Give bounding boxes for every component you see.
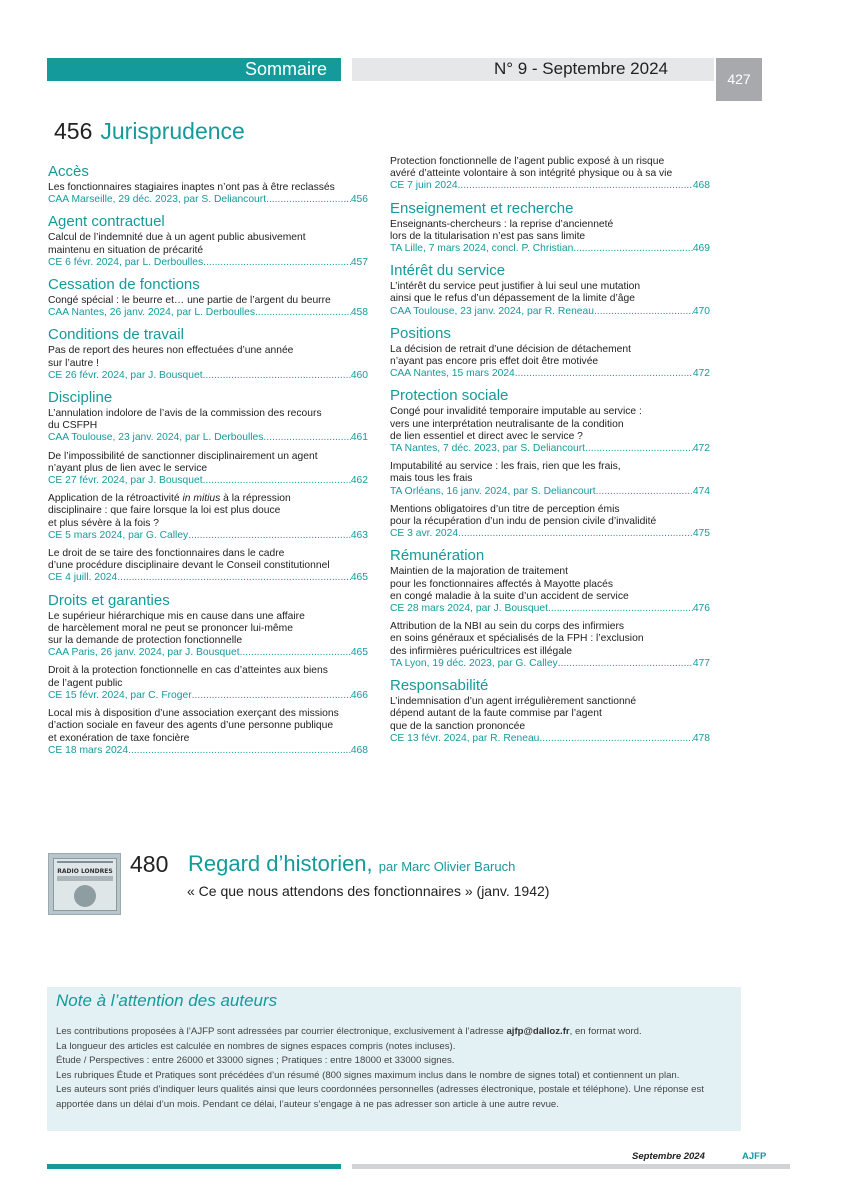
- entry-title-line: Maintien de la majoration de traitement: [390, 566, 569, 578]
- entry-reference: [48, 307, 368, 319]
- category-heading: Discipline: [48, 389, 113, 407]
- entry-reference: [390, 528, 710, 540]
- entry-page-number: 476: [692, 603, 710, 615]
- entry-title-line: de lien essentiel et direct avec le service ?: [390, 430, 583, 442]
- dot-leader: [240, 647, 351, 659]
- entry-title-line: Application de la rétroactivité in mitius à la répression: [48, 493, 291, 505]
- note-line: Les auteurs sont priés d’indiquer leurs qualités ainsi que leurs coordonnées personnelles (adresses électronique, postale et téléphone). Une réponse est apportée dans un délai d’un mois. Pendant ce délai, l’auteur s’engage à ne pas adresser son article à une autre revue.: [56, 1084, 704, 1110]
- entry-source: CAA Marseille, 29 déc. 2023, par S. Deliancourt: [48, 194, 267, 206]
- note-line: Les contributions proposées à l’AJFP sont adressées par courrier électronique, exclusivement à l’adresse ajfp@dalloz.fr, en format word.: [56, 1026, 642, 1037]
- entry-page-number: 475: [692, 528, 710, 540]
- entry-title-line: Congé pour invalidité temporaire imputable au service :: [390, 406, 642, 418]
- entry-page-number: 462: [350, 475, 368, 487]
- footer-gray-bar: [352, 1164, 790, 1169]
- dot-leader: [263, 432, 350, 444]
- entry-title-line: pour la récupération d’un indu de pension civile d’invalidité: [390, 516, 657, 528]
- entry-title-line: des infirmières puéricultrices est illégale: [390, 645, 572, 657]
- historian-subtitle: « Ce que nous attendons des fonctionnaires » (janv. 1942): [187, 883, 550, 899]
- entry-reference: [48, 572, 368, 584]
- entry-source: CE 6 févr. 2024, par L. Derboulles: [48, 256, 204, 268]
- entry-source: CAA Toulouse, 23 janv. 2024, par L. Derboulles: [48, 432, 264, 444]
- entry-title-line: Protection fonctionnelle de l’agent public exposé à un risque: [390, 156, 665, 167]
- header-section-bar: [47, 58, 341, 81]
- entry-source: TA Lyon, 19 déc. 2023, par G. Calley: [390, 657, 558, 669]
- toc-entry[interactable]: [390, 504, 710, 541]
- entry-page-number: 474: [692, 485, 710, 497]
- toc-entry[interactable]: [48, 345, 368, 382]
- entry-title-line: et plus sévère à la fois ?: [48, 517, 160, 529]
- entry-page-number: 457: [350, 256, 368, 268]
- dot-leader: [458, 528, 693, 540]
- header-issue-bar: [352, 58, 714, 81]
- entry-source: CE 28 mars 2024, par J. Bousquet: [390, 603, 548, 615]
- entry-title-line: mais tous les frais: [390, 473, 473, 485]
- dot-leader: [458, 180, 693, 192]
- entry-title-line: disciplinaire : que faire lorsque la loi est plus douce: [48, 505, 281, 517]
- toc-column-left: [48, 157, 368, 763]
- radio-londres-photo: [48, 853, 121, 915]
- plaque-line: [57, 876, 113, 881]
- entry-source: CE 13 févr. 2024, par R. Reneau: [390, 732, 540, 744]
- historian-page-number: 480: [130, 851, 169, 877]
- dot-leader: [594, 306, 693, 318]
- category-heading: Conditions de travail: [48, 326, 184, 344]
- toc-entry[interactable]: [48, 182, 368, 206]
- entry-title-line: dépend autant de la faute commise par l’agent: [390, 708, 602, 720]
- entry-reference: [48, 745, 368, 757]
- entry-page-number: 456: [350, 194, 368, 206]
- toc-entry[interactable]: [48, 665, 368, 702]
- entry-page-number: 470: [692, 305, 710, 317]
- category-heading: Intérêt du service: [390, 262, 506, 280]
- plaque-text: RADIO LONDRES: [57, 868, 113, 875]
- entry-page-number: 478: [692, 732, 710, 744]
- entry-title-line: n’ayant plus de lien avec le service: [48, 462, 208, 474]
- dot-leader: [558, 658, 693, 670]
- entry-title-line: de l’agent public: [48, 677, 123, 689]
- entry-reference: [48, 647, 368, 659]
- entry-title-line: n’ayant pas encore pris effet doit être motivée: [390, 356, 599, 368]
- entry-title-line: maintenu en situation de précarité: [48, 244, 204, 256]
- entry-title-line: du CSFPH: [48, 420, 98, 432]
- entry-source: CE 5 mars 2024, par G. Calley: [48, 529, 189, 541]
- toc-entry[interactable]: [390, 281, 710, 318]
- entry-page-number: 469: [692, 243, 710, 255]
- entry-title-line: Enseignants-chercheurs : la reprise d’ancienneté: [390, 218, 614, 230]
- toc-entry[interactable]: [390, 621, 710, 670]
- entry-title-line: La décision de retrait d’une décision de détachement: [390, 343, 631, 355]
- entry-page-number: 468: [692, 180, 710, 192]
- dot-leader: [203, 475, 351, 487]
- footer-date: Septembre 2024: [632, 1151, 705, 1162]
- entry-title-line: Attribution de la NBI au sein du corps des infirmiers: [390, 621, 625, 633]
- entry-page-number: 465: [350, 572, 368, 584]
- page-number: 427: [716, 58, 762, 101]
- dot-leader: [573, 243, 692, 255]
- entry-source: TA Lille, 7 mars 2024, concl. P. Christian: [390, 243, 574, 255]
- entry-reference: [48, 432, 368, 444]
- section-title: Jurisprudence: [100, 118, 245, 144]
- dot-leader: [203, 370, 351, 382]
- entry-title-line: L’annulation indolore de l’avis de la commission des recours: [48, 408, 322, 420]
- entry-source: CAA Nantes, 15 mars 2024: [390, 368, 515, 380]
- entry-page-number: 461: [350, 432, 368, 444]
- entry-reference: [48, 690, 368, 702]
- authors-note-title: Note à l’attention des auteurs: [56, 991, 278, 1010]
- entry-title-line: d’une procédure disciplinaire devant le Conseil constitutionnel: [48, 560, 330, 572]
- entry-reference: [390, 243, 710, 255]
- entry-title-line: en congé maladie à la suite d’un accident de service: [390, 590, 629, 602]
- dot-leader: [266, 194, 351, 206]
- category-heading: Enseignement et recherche: [390, 199, 574, 217]
- toc-entry[interactable]: [48, 232, 368, 269]
- entry-title-line: lors de la titularisation n’est pas sans limite: [390, 230, 586, 242]
- entry-title-line: Local mis à disposition d’une association exerçant des missions: [48, 708, 339, 720]
- historian-author: par Marc Olivier Baruch: [378, 859, 516, 874]
- category-heading: Protection sociale: [390, 387, 509, 405]
- entry-source: CE 4 juill. 2024: [48, 572, 118, 584]
- dot-leader: [548, 603, 693, 615]
- entry-title-line: Mentions obligatoires d’un titre de perception émis: [390, 503, 620, 515]
- toc-entry[interactable]: [48, 408, 368, 445]
- footer-accent-bar: [47, 1164, 341, 1169]
- category-heading: Accès: [48, 163, 89, 180]
- category-heading: Agent contractuel: [48, 213, 165, 231]
- entry-reference: [48, 194, 368, 206]
- toc-entry[interactable]: [390, 219, 710, 256]
- toc-entry[interactable]: [48, 493, 368, 542]
- dot-leader: [203, 257, 351, 269]
- toc-column-right: [390, 155, 710, 751]
- entry-title-line: Calcul de l’indemnité due à un agent public abusivement: [48, 232, 306, 244]
- header-issue-label: N° 9 - Septembre 2024: [493, 59, 668, 78]
- entry-title-line: Imputabilité au service : les frais, rien que les frais,: [390, 461, 621, 473]
- entry-page-number: 463: [350, 529, 368, 541]
- entry-reference: [48, 257, 368, 269]
- dot-leader: [128, 745, 351, 757]
- toc-entry[interactable]: [390, 696, 710, 745]
- toc-entry[interactable]: [48, 548, 368, 585]
- entry-title-line: sur la demande de protection fonctionnelle: [48, 635, 243, 647]
- entry-page-number: 472: [692, 368, 710, 380]
- entry-source: CE 7 juin 2024: [390, 180, 458, 192]
- entry-title-line: vers une interprétation neutralisante de la condition: [390, 418, 624, 430]
- entry-source: CAA Toulouse, 23 janv. 2024, par R. Reneau: [390, 305, 594, 317]
- toc-entry[interactable]: [48, 708, 368, 757]
- header-section-label: Sommaire: [244, 59, 327, 79]
- dot-leader: [539, 733, 692, 745]
- category-heading: Droits et garanties: [48, 591, 170, 609]
- entry-title-line: Droit à la protection fonctionnelle en cas d’atteintes aux biens: [48, 665, 328, 677]
- toc-entry[interactable]: [390, 344, 710, 381]
- entry-source: TA Nantes, 7 déc. 2023, par S. Deliancourt: [390, 443, 585, 455]
- plaque-emblem: [74, 885, 96, 907]
- toc-entry[interactable]: [390, 461, 710, 498]
- entry-title-line: Le supérieur hiérarchique mis en cause dans une affaire: [48, 610, 305, 622]
- entry-reference: [48, 475, 368, 487]
- historian-heading[interactable]: [188, 851, 515, 877]
- entry-title-line: pour les fonctionnaires affectés à Mayotte placés: [390, 578, 614, 590]
- entry-reference: [390, 180, 710, 192]
- authors-note-body: [56, 1025, 736, 1113]
- entry-title-line: de harcèlement moral ne peut se prononcer lui-même: [48, 622, 293, 634]
- entry-source: CAA Nantes, 26 janv. 2024, par L. Derboulles: [48, 307, 256, 319]
- dot-leader: [192, 690, 351, 702]
- entry-page-number: 472: [692, 443, 710, 455]
- historian-title: Regard d’historien,: [188, 851, 373, 876]
- plaque-line: [57, 861, 113, 863]
- entry-source: CE 15 févr. 2024, par C. Froger: [48, 689, 192, 701]
- category-heading: Responsabilité: [390, 677, 489, 695]
- entry-source: CE 3 avr. 2024: [390, 528, 459, 540]
- note-email-link[interactable]: ajfp@dalloz.fr: [506, 1026, 570, 1037]
- commemorative-plaque: [53, 858, 117, 911]
- note-line: Les rubriques Étude et Pratiques sont précédées d’un résumé (800 signes maximum inclus dans le nombre de signes total) et contiennent un plan.: [56, 1069, 680, 1081]
- note-line: La longueur des articles est calculée en nombres de signes espaces compris (notes incluses).: [56, 1040, 456, 1052]
- dot-leader: [255, 307, 351, 319]
- dot-leader: [585, 443, 693, 455]
- entry-reference: [390, 658, 710, 670]
- entry-reference: [48, 370, 368, 382]
- entry-reference: [390, 443, 710, 455]
- entry-page-number: 458: [350, 307, 368, 319]
- entry-title-line: et exonération de taxe foncière: [48, 732, 190, 744]
- entry-page-number: 466: [350, 689, 368, 701]
- toc-entry[interactable]: [48, 611, 368, 660]
- entry-title-line: Congé spécial : le beurre et… une partie de l’argent du beurre: [48, 295, 331, 307]
- dot-leader: [117, 572, 351, 584]
- entry-page-number: 465: [350, 647, 368, 659]
- dot-leader: [596, 486, 693, 498]
- category-heading: Rémunération: [390, 547, 485, 565]
- entry-reference: [390, 306, 710, 318]
- entry-reference: [390, 486, 710, 498]
- entry-title-line: L’intérêt du service peut justifier à lui seul une mutation: [390, 281, 641, 293]
- section-number: 456: [54, 118, 93, 144]
- entry-reference: [390, 368, 710, 380]
- note-line: Étude / Perspectives : entre 26000 et 33000 signes ; Pratiques : entre 18000 et 33000 signes.: [56, 1055, 455, 1067]
- dot-leader: [515, 368, 693, 380]
- entry-title-line: L’indemnisation d’un agent irrégulièrement sanctionné: [390, 696, 637, 708]
- entry-source: CE 27 févr. 2024, par J. Bousquet: [48, 475, 203, 487]
- category-heading: Cessation de fonctions: [48, 276, 200, 294]
- entry-title-line: ainsi que le refus d’un dépassement de la limite d’âge: [390, 293, 635, 305]
- entry-page-number: 477: [692, 657, 710, 669]
- entry-source: TA Orléans, 16 janv. 2024, par S. Deliancourt: [390, 485, 596, 497]
- dot-leader: [188, 530, 351, 542]
- entry-page-number: 460: [350, 369, 368, 381]
- toc-entry[interactable]: [390, 566, 710, 615]
- entry-source: CE 26 févr. 2024, par J. Bousquet: [48, 369, 203, 381]
- entry-title-line: en soins généraux et spécialisés de la FPH : l’exclusion: [390, 633, 644, 645]
- entry-source: CAA Paris, 26 janv. 2024, par J. Bousquet: [48, 647, 240, 659]
- entry-title-line: Le droit de se taire des fonctionnaires dans le cadre: [48, 548, 285, 560]
- footer-publication: AJFP: [742, 1151, 767, 1162]
- entry-title-line: avéré d’atteinte volontaire à son intégrité physique ou à sa vie: [390, 168, 673, 180]
- toc-entry[interactable]: [390, 406, 710, 455]
- entry-title-line: Pas de report des heures non effectuées d’une année: [48, 345, 294, 357]
- toc-entry[interactable]: [390, 156, 710, 193]
- section-heading: [54, 118, 245, 145]
- entry-reference: [390, 603, 710, 615]
- entry-page-number: 468: [350, 744, 368, 756]
- entry-reference: [48, 530, 368, 542]
- entry-title-line: Les fonctionnaires stagiaires inaptes n’ont pas à être reclassés: [48, 182, 335, 193]
- entry-title-line: d’action sociale en faveur des agents d’une personne publique: [48, 720, 334, 732]
- category-heading: Positions: [390, 324, 451, 342]
- authors-note-box: [47, 987, 741, 1131]
- entry-title-line: que de la sanction prononcée: [390, 720, 526, 732]
- entry-title-line: sur l’autre !: [48, 357, 99, 369]
- entry-reference: [390, 733, 710, 745]
- toc-entry[interactable]: [48, 451, 368, 488]
- entry-title-line: De l’impossibilité de sanctionner disciplinairement un agent: [48, 450, 318, 462]
- entry-source: CE 18 mars 2024: [48, 744, 129, 756]
- toc-entry[interactable]: [48, 295, 368, 319]
